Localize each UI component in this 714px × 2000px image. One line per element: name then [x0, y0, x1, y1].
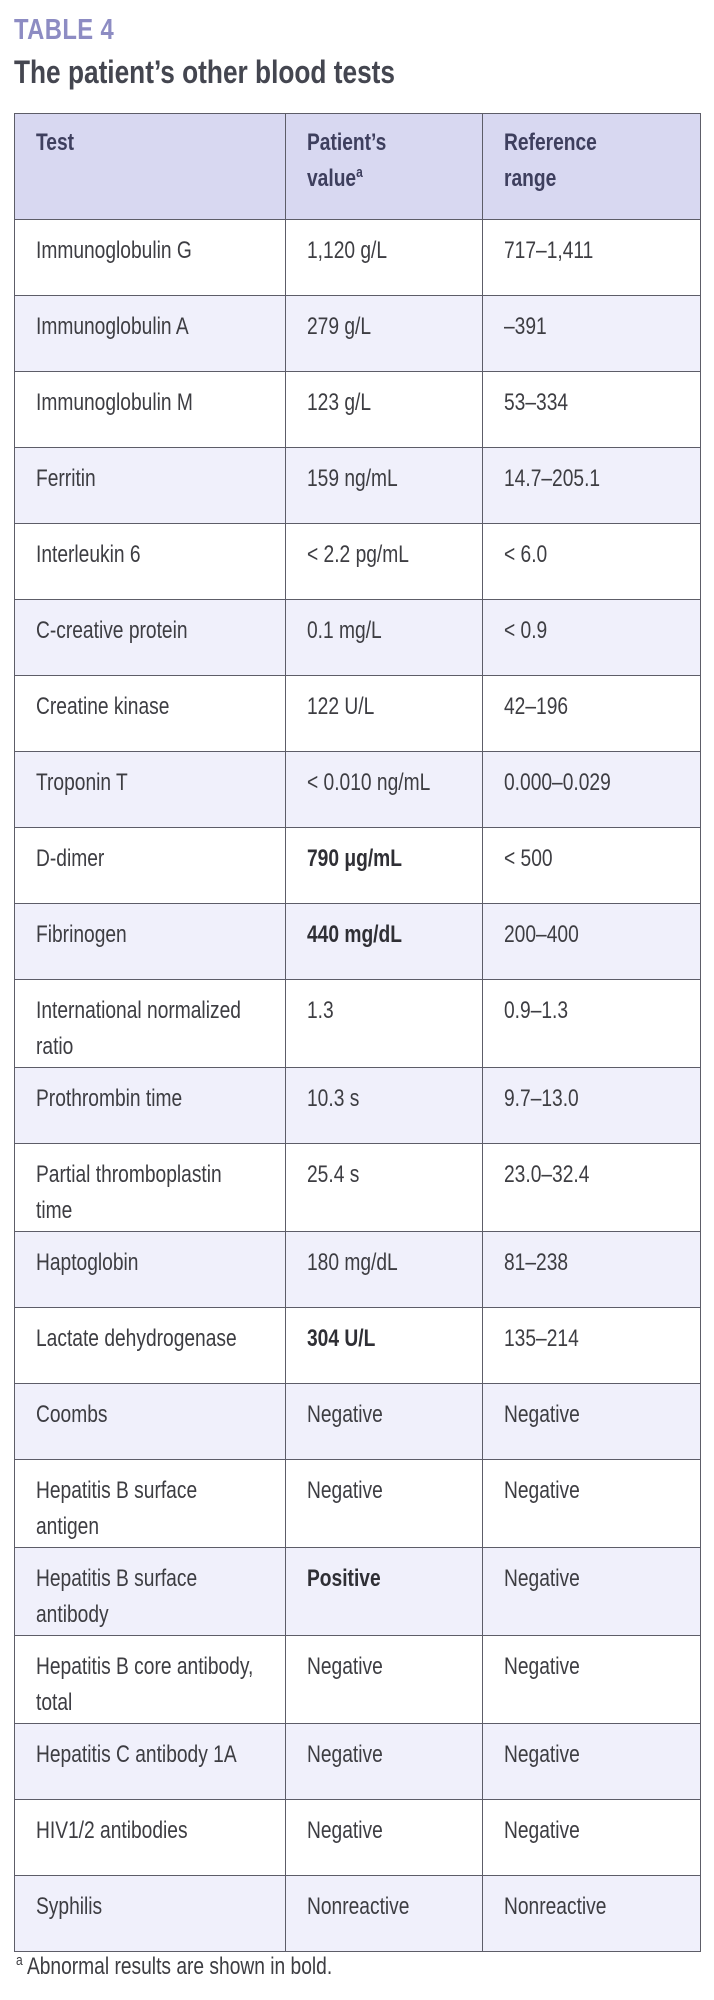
table-row — [15, 1308, 701, 1384]
cell-test-name: Syphilis — [15, 1876, 286, 1952]
cell-test-name: Troponin T — [15, 752, 286, 828]
cell-reference-range: < 0.9 — [483, 600, 701, 676]
cell-reference-range: Negative — [483, 1384, 701, 1460]
table-row — [15, 1384, 701, 1460]
cell-reference-range: Negative — [483, 1800, 701, 1876]
table-row — [15, 904, 701, 980]
cell-test-name: Interleukin 6 — [15, 524, 286, 600]
cell-test-name: Lactate dehydrogenase — [15, 1308, 286, 1384]
cell-test-name: Hepatitis B surface antigen — [15, 1460, 286, 1548]
cell-reference-range: 0.000–0.029 — [483, 752, 701, 828]
table-body — [15, 220, 701, 1952]
cell-reference-range: 42–196 — [483, 676, 701, 752]
cell-test-name: Hepatitis B core antibody, total — [15, 1636, 286, 1724]
header-patient-value: Patient’s value$^a$ — [286, 114, 483, 220]
cell-reference-range: Nonreactive — [483, 1876, 701, 1952]
cell-patient-value: Nonreactive — [286, 1876, 483, 1952]
cell-test-name: Coombs — [15, 1384, 286, 1460]
table-row — [15, 1068, 701, 1144]
cell-reference-range: –391 — [483, 296, 701, 372]
cell-test-name: Partial thromboplastin time — [15, 1144, 286, 1232]
cell-reference-range: 200–400 — [483, 904, 701, 980]
cell-test-name: Fibrinogen — [15, 904, 286, 980]
footnote — [16, 1953, 332, 1981]
cell-patient-value: < 0.010 ng/mL — [286, 752, 483, 828]
cell-test-name: Hepatitis C antibody 1A — [15, 1724, 286, 1800]
cell-reference-range: 53–334 — [483, 372, 701, 448]
cell-reference-range: 135–214 — [483, 1308, 701, 1384]
cell-reference-range: < 500 — [483, 828, 701, 904]
table-row — [15, 1144, 701, 1232]
blood-tests-table — [14, 113, 701, 1952]
cell-patient-value: Negative — [286, 1800, 483, 1876]
cell-patient-value: Negative — [286, 1636, 483, 1724]
cell-reference-range: 0.9–1.3 — [483, 980, 701, 1068]
table-row — [15, 524, 701, 600]
cell-patient-value: Negative — [286, 1384, 483, 1460]
table-row — [15, 828, 701, 904]
footnote-marker: a — [16, 1952, 23, 1969]
cell-patient-value: < 2.2 pg/mL — [286, 524, 483, 600]
cell-reference-range: 717–1,411 — [483, 220, 701, 296]
cell-test-name: Creatine kinase — [15, 676, 286, 752]
cell-patient-value: 123 g/L — [286, 372, 483, 448]
cell-reference-range: Negative — [483, 1460, 701, 1548]
table-title: The patient’s other blood tests — [14, 54, 395, 90]
footnote-marker: a — [356, 164, 363, 181]
cell-test-name: Prothrombin time — [15, 1068, 286, 1144]
table-row — [15, 1724, 701, 1800]
table-row — [15, 980, 701, 1068]
cell-reference-range: 81–238 — [483, 1232, 701, 1308]
cell-test-name: Haptoglobin — [15, 1232, 286, 1308]
table-row — [15, 676, 701, 752]
table-row — [15, 372, 701, 448]
cell-patient-value: 790 μg/mL — [286, 828, 483, 904]
cell-patient-value: Negative — [286, 1460, 483, 1548]
cell-patient-value: 122 U/L — [286, 676, 483, 752]
header-row — [15, 114, 701, 220]
table-row — [15, 296, 701, 372]
cell-test-name: D-dimer — [15, 828, 286, 904]
cell-patient-value: 304 U/L — [286, 1308, 483, 1384]
cell-reference-range: 9.7–13.0 — [483, 1068, 701, 1144]
table-row — [15, 752, 701, 828]
cell-patient-value: 10.3 s — [286, 1068, 483, 1144]
cell-patient-value: 1.3 — [286, 980, 483, 1068]
table-row — [15, 1876, 701, 1952]
cell-patient-value: 279 g/L — [286, 296, 483, 372]
cell-patient-value: Positive — [286, 1548, 483, 1636]
header-test: Test — [15, 114, 286, 220]
cell-reference-range: 23.0–32.4 — [483, 1144, 701, 1232]
cell-patient-value: 25.4 s — [286, 1144, 483, 1232]
cell-test-name: International normalized ratio — [15, 980, 286, 1068]
cell-test-name: Immunoglobulin G — [15, 220, 286, 296]
footnote-text: Abnormal results are shown in bold. — [26, 1953, 333, 1980]
cell-patient-value: 440 mg/dL — [286, 904, 483, 980]
table-row — [15, 1636, 701, 1724]
cell-test-name: HIV1/2 antibodies — [15, 1800, 286, 1876]
table-row — [15, 1232, 701, 1308]
cell-test-name: Ferritin — [15, 448, 286, 524]
table-row — [15, 1548, 701, 1636]
cell-test-name: C-creative protein — [15, 600, 286, 676]
cell-reference-range: < 6.0 — [483, 524, 701, 600]
cell-patient-value: 0.1 mg/L — [286, 600, 483, 676]
table-row — [15, 448, 701, 524]
cell-reference-range: 14.7–205.1 — [483, 448, 701, 524]
cell-patient-value: 159 ng/mL — [286, 448, 483, 524]
table-row — [15, 1460, 701, 1548]
cell-reference-range: Negative — [483, 1636, 701, 1724]
cell-reference-range: Negative — [483, 1548, 701, 1636]
cell-patient-value: 180 mg/dL — [286, 1232, 483, 1308]
cell-patient-value: Negative — [286, 1724, 483, 1800]
table-row — [15, 600, 701, 676]
cell-test-name: Immunoglobulin A — [15, 296, 286, 372]
header-reference-range: Reference range — [483, 114, 701, 220]
cell-reference-range: Negative — [483, 1724, 701, 1800]
cell-patient-value: 1,120 g/L — [286, 220, 483, 296]
cell-test-name: Hepatitis B surface antibody — [15, 1548, 286, 1636]
cell-test-name: Immunoglobulin M — [15, 372, 286, 448]
table-label: TABLE 4 — [14, 14, 115, 46]
table-row — [15, 220, 701, 296]
table-row — [15, 1800, 701, 1876]
